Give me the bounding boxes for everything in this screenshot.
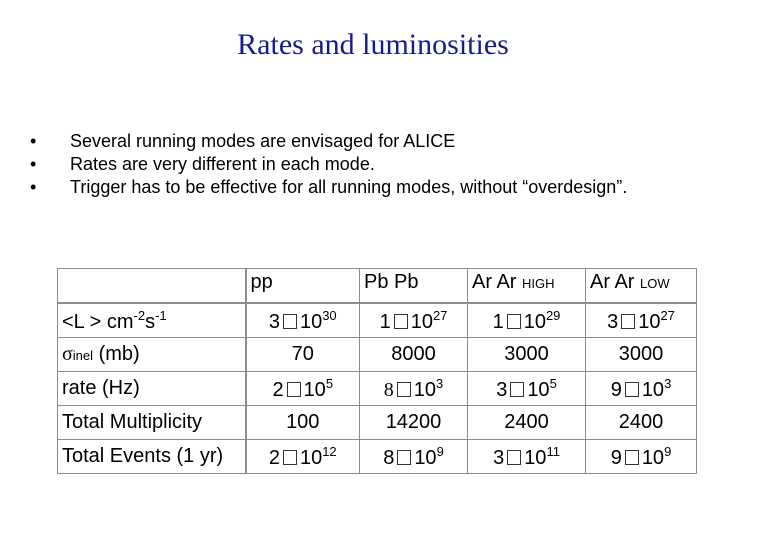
table-row-sigma: [58, 338, 697, 372]
table-cell: 3000: [586, 338, 697, 372]
table-cell: 3 $10^{30}$: [246, 303, 360, 338]
bullet-text: Several running modes are envisaged for ALICE: [70, 131, 456, 151]
column-header-pbpb: [360, 269, 468, 304]
table-cell: 9 $10^3$: [586, 372, 697, 406]
header-label: Ar Ar: [590, 271, 635, 293]
bullet-text: Trigger has to be effective for all running modes, without “overdesign”.: [70, 177, 628, 197]
row-label-events: Total Events (1 yr): [58, 440, 246, 474]
multiply-glyph-box: [283, 314, 297, 329]
header-label: Pb Pb: [364, 271, 419, 293]
table-cell: 3 $10^{11}$: [468, 440, 586, 474]
table-row-luminosity: [58, 303, 697, 338]
table-cell: 1 $10^{29}$: [468, 303, 586, 338]
bullet-marker: •: [30, 131, 37, 151]
header-label: Ar Ar: [472, 271, 517, 293]
multiply-glyph-box: [625, 382, 639, 397]
bullet-marker: •: [30, 177, 37, 197]
row-label-multiplicity: Total Multiplicity: [58, 406, 246, 440]
bullet-list: [26, 130, 646, 199]
table-cell: 3 $10^{27}$: [586, 303, 697, 338]
multiply-glyph-box: [394, 314, 408, 329]
table-cell: 2400: [586, 406, 697, 440]
table-row-events: [58, 440, 697, 474]
row-label-rate: rate (Hz): [58, 372, 246, 406]
table-cell: 8 $10^3$: [360, 372, 468, 406]
table-cell: 100: [246, 406, 360, 440]
multiply-glyph-box: [510, 382, 524, 397]
table-cell: 2 $10^{12}$: [246, 440, 360, 474]
table-row-rate: [58, 372, 697, 406]
column-header-arar-high: [468, 269, 586, 304]
table-cell: 2400: [468, 406, 586, 440]
table-corner-cell: [58, 269, 246, 304]
row-label-sigma: σinel (mb): [58, 338, 246, 372]
slide-title: Rates and luminosities: [237, 28, 509, 61]
rates-table: [57, 268, 697, 474]
bullet-item: [26, 153, 646, 176]
multiply-glyph-box: [397, 450, 411, 465]
column-header-arar-low: [586, 269, 697, 304]
header-subscript: HIGH: [522, 276, 555, 291]
bullet-item: [26, 176, 646, 199]
multiply-glyph-box: [287, 382, 301, 397]
header-subscript: LOW: [640, 276, 670, 291]
bullet-marker: •: [30, 154, 37, 174]
bullet-item: [26, 130, 646, 153]
table-cell: 8000: [360, 338, 468, 372]
table-row-multiplicity: [58, 406, 697, 440]
multiply-glyph-box: [397, 382, 411, 397]
column-header-pp: [246, 269, 360, 304]
header-label: pp: [250, 271, 273, 293]
multiply-glyph-box: [283, 450, 297, 465]
row-label-luminosity: $<L > cm^{-2}s^{-1}$: [58, 303, 246, 338]
table-cell: 1 $10^{27}$: [360, 303, 468, 338]
multiply-glyph-box: [621, 314, 635, 329]
table-cell: 3000: [468, 338, 586, 372]
multiply-glyph-box: [625, 450, 639, 465]
table-cell: 2 $10^5$: [246, 372, 360, 406]
table-cell: 9 $10^9$: [586, 440, 697, 474]
table-header-row: [58, 269, 697, 304]
table-cell: 70: [246, 338, 360, 372]
bullet-text: Rates are very different in each mode.: [70, 154, 375, 174]
multiply-glyph-box: [507, 314, 521, 329]
table-cell: 8 $10^9$: [360, 440, 468, 474]
multiply-glyph-box: [507, 450, 521, 465]
table-cell: 3 $10^5$: [468, 372, 586, 406]
table-cell: 14200: [360, 406, 468, 440]
